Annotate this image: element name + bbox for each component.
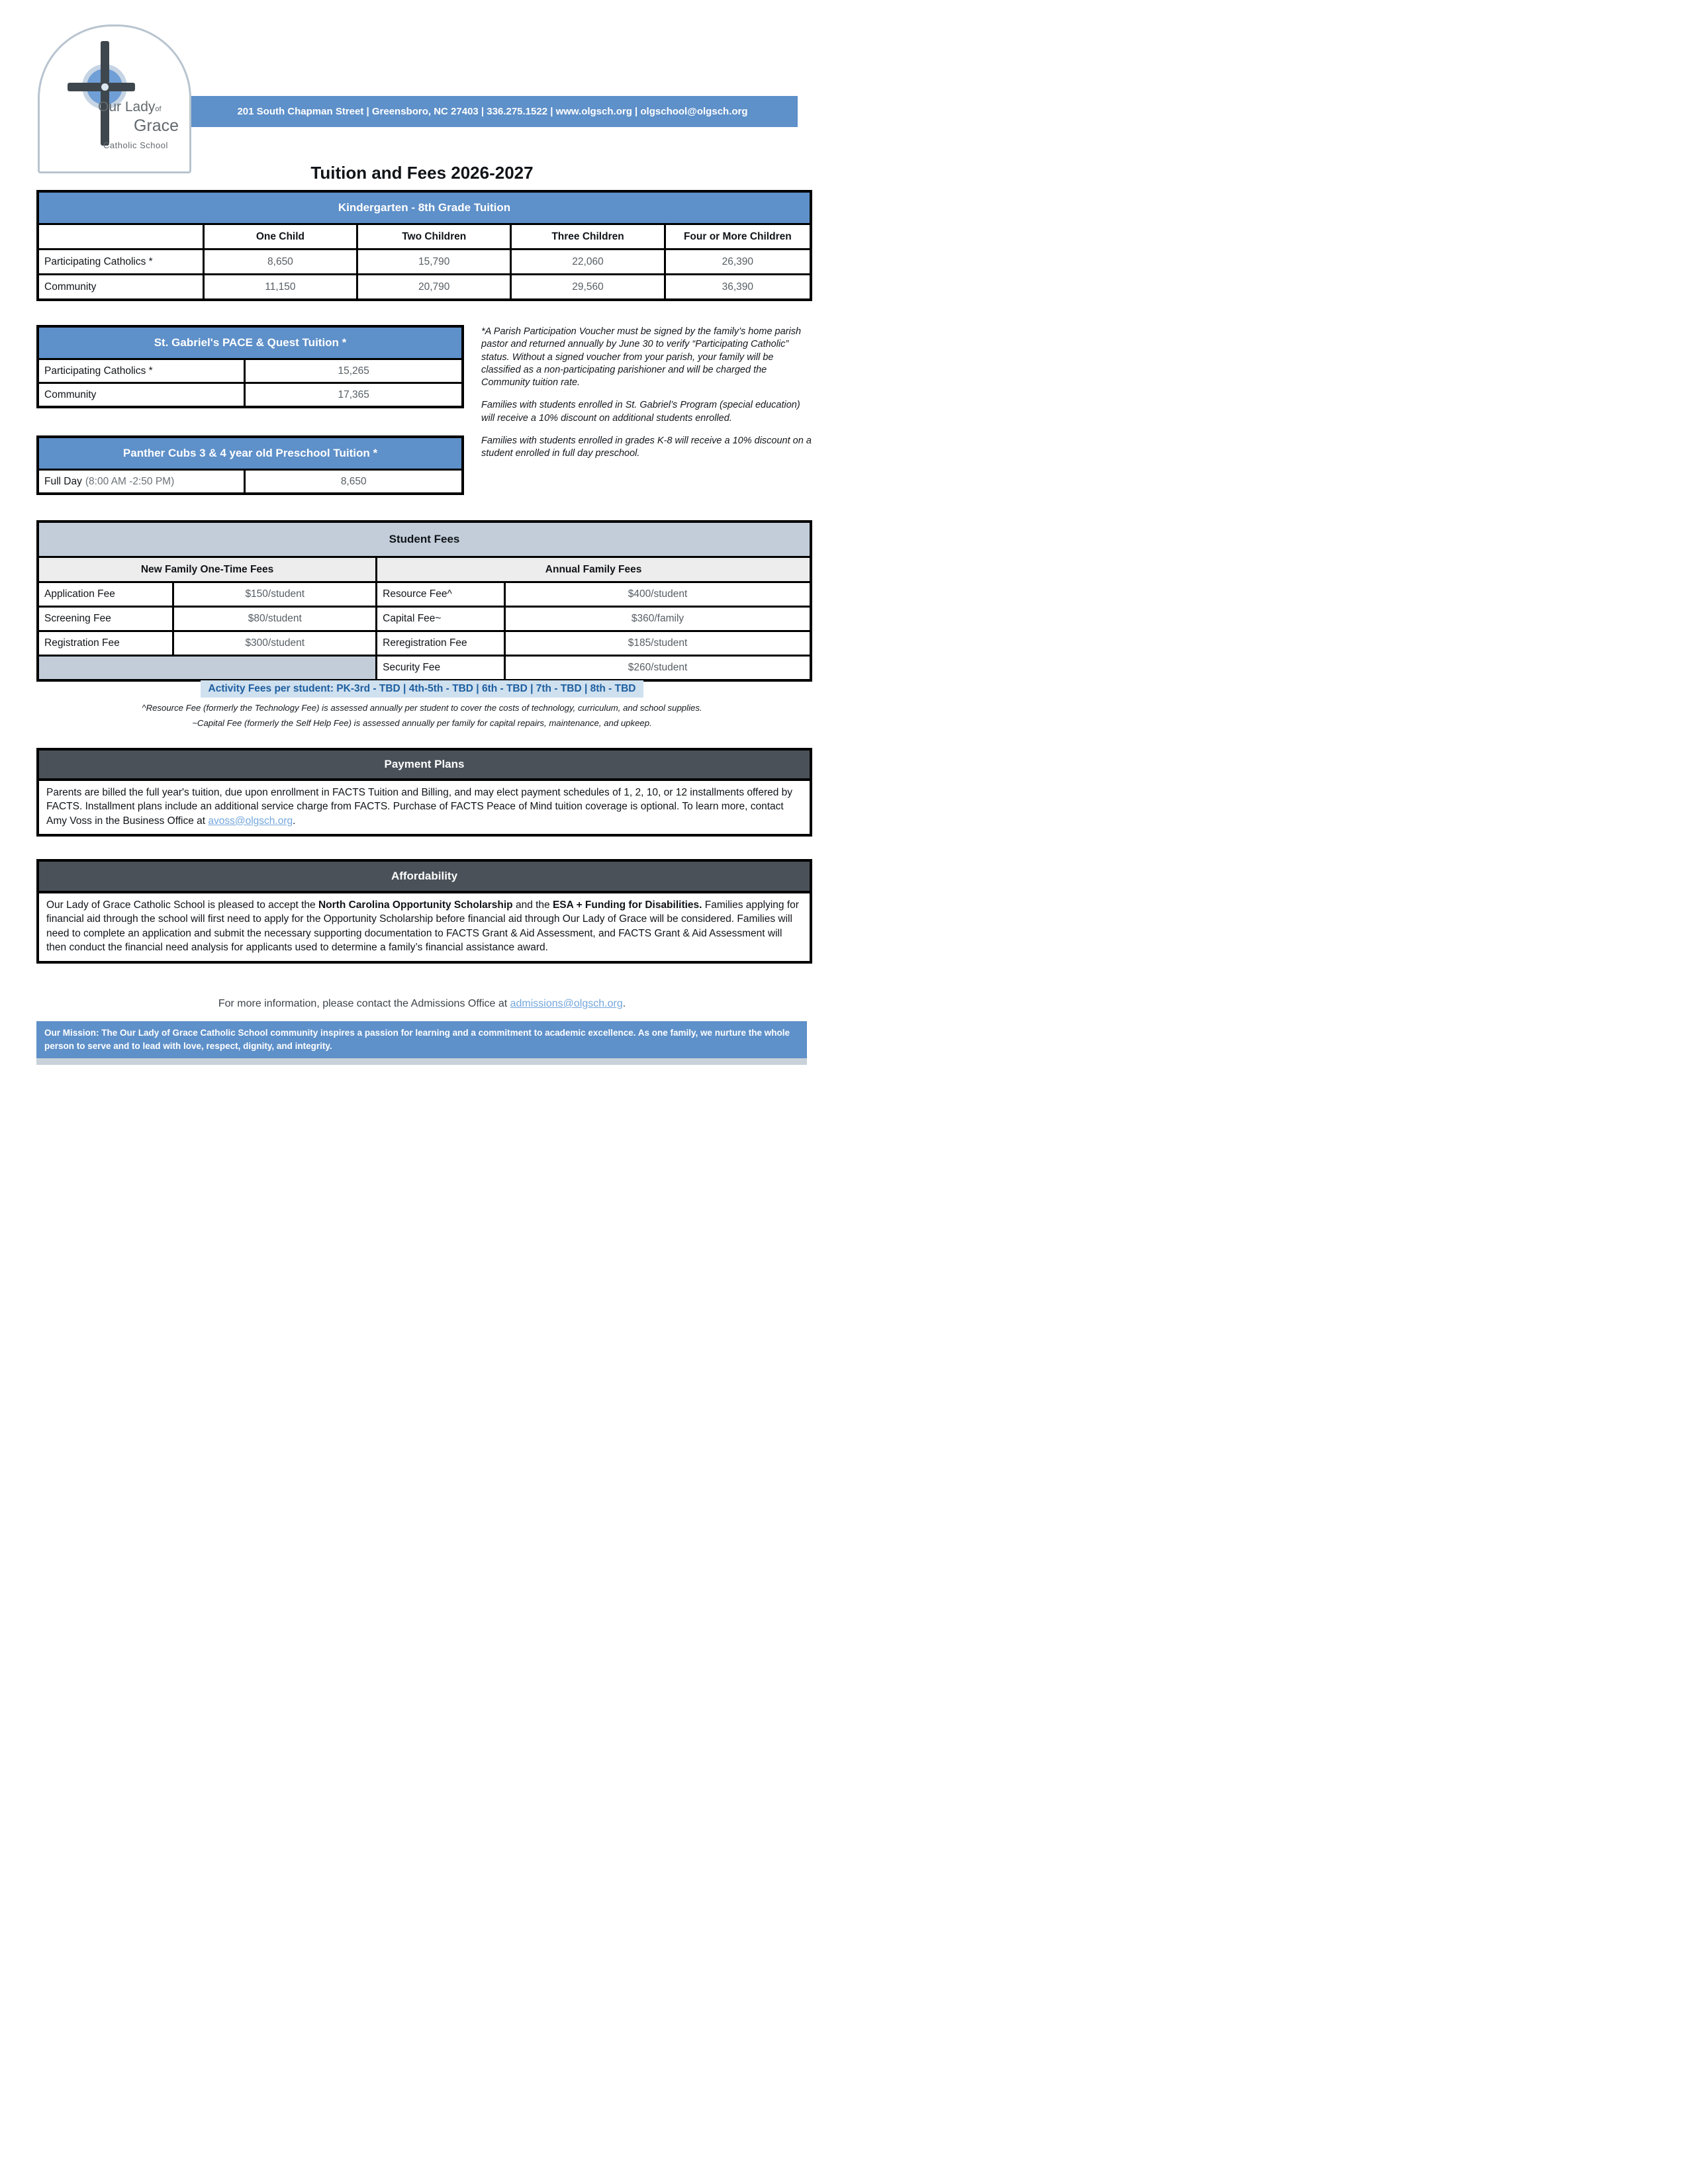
fees-group-header-annual: Annual Family Fees xyxy=(377,558,810,581)
capital-fee-footnote: ~Capital Fee (formerly the Self Help Fee) is assessed annually per family for capital repairs, maintenance, and upkeep. xyxy=(192,718,652,728)
fee-value: $150/student xyxy=(174,583,375,606)
k8-value: 8,650 xyxy=(205,250,356,273)
activity-fees-line: Activity Fees per student: PK-3rd - TBD | 4th-5th - TBD | 6th - TBD | 7th - TBD | 8th - TBD xyxy=(0,680,844,698)
fee-value: $400/student xyxy=(506,583,810,606)
payment-plans-section xyxy=(36,748,812,837)
k8-tuition-table xyxy=(36,190,812,301)
admissions-contact-line: For more information, please contact the Admissions Office at admissions@olgsch.org. xyxy=(218,998,626,1009)
footer-gray-strip xyxy=(36,1058,807,1065)
fee-label: Screening Fee xyxy=(39,608,172,630)
k8-value: 20,790 xyxy=(358,275,510,298)
page-title: Tuition and Fees 2026-2027 xyxy=(310,163,534,183)
school-logo xyxy=(38,24,191,173)
k8-col-header-three-children: Three Children xyxy=(512,225,663,248)
k8-value: 22,060 xyxy=(512,250,663,273)
fee-label: Security Fee xyxy=(377,657,504,679)
affordability-body: Our Lady of Grace Catholic School is pleased to accept the North Carolina Opportunity Scholarship and the ESA + Funding for Disabilities. Families applying for financial aid through the school will first need to apply for the Opportunity Scholarship before financial aid through Our Lady of Grace will be considered. Families will need to complete an application and submit the necessary supporting documentation to FACTS Grant & Aid Assessment, and FACTS Grant & Aid Assessment will then conduct the financial need analysis for applicants used to determine a family’s financial assistance award. xyxy=(46,899,799,954)
fees-empty-cell xyxy=(39,657,375,679)
preschool-row-label: Full Day (8:00 AM -2:50 PM) xyxy=(39,471,244,492)
logo-school-name-line1: Our Ladyof xyxy=(98,99,162,114)
pace-quest-tuition-table xyxy=(36,325,464,408)
k8-value: 11,150 xyxy=(205,275,356,298)
st-gabriels-discount-note: Families with students enrolled in St. Gabriel’s Program (special education) will receive a 10% discount on additional students enrolled. xyxy=(481,400,800,424)
fee-value: $360/family xyxy=(506,608,810,630)
address-contact-bar: 201 South Chapman Street | Greensboro, NC 27403 | 336.275.1522 | www.olgsch.org | olgschool@olgsch.org xyxy=(187,96,798,127)
tuition-notes xyxy=(481,326,816,471)
k8-value: 26,390 xyxy=(666,250,810,273)
payment-plans-title: Payment Plans xyxy=(39,751,810,781)
affordability-section xyxy=(36,859,812,964)
k8-col-header-two-children: Two Children xyxy=(358,225,510,248)
mission-statement-bar: Our Mission: The Our Lady of Grace Catholic School community inspires a passion for learning and a commitment to academic excellence. As one family, we nurture the whole person to serve and to lead with love, respect, dignity, and integrity. xyxy=(36,1021,807,1059)
k8-col-header-one-child: One Child xyxy=(205,225,356,248)
student-fees-title: Student Fees xyxy=(39,523,810,556)
fee-value: $260/student xyxy=(506,657,810,679)
k8-col-header-four-children: Four or More Children xyxy=(666,225,810,248)
fee-value: $300/student xyxy=(174,632,375,655)
pace-value: 15,265 xyxy=(246,360,461,382)
k8-value: 36,390 xyxy=(666,275,810,298)
preschool-hours: (8:00 AM -2:50 PM) xyxy=(85,475,175,487)
k8-value: 29,560 xyxy=(512,275,663,298)
fee-label: Registration Fee xyxy=(39,632,172,655)
k8-discount-note: Families with students enrolled in grades K-8 will receive a 10% discount on a student enrolled in full day preschool. xyxy=(481,435,812,459)
student-fees-table xyxy=(36,520,812,682)
fee-label: Resource Fee^ xyxy=(377,583,504,606)
preschool-table-title: Panther Cubs 3 & 4 year old Preschool Tuition * xyxy=(39,438,461,469)
email-link[interactable]: avoss@olgsch.org xyxy=(208,815,293,827)
cross-icon xyxy=(101,41,109,146)
pace-table-title: St. Gabriel's PACE & Quest Tuition * xyxy=(39,328,461,358)
preschool-tuition-table xyxy=(36,435,464,495)
k8-col-header-empty xyxy=(39,225,203,248)
voucher-note: *A Parish Participation Voucher must be signed by the family’s home parish pastor and returned annually by June 30 to verify “Participating Catholic” status. Without a signed voucher from your parish, your family will be classified as a non-participating parishioner and will be charged the Community tuition rate. xyxy=(481,326,802,388)
fee-value: $80/student xyxy=(174,608,375,630)
email-link[interactable]: admissions@olgsch.org xyxy=(510,998,623,1009)
k8-row-label: Community xyxy=(39,275,203,298)
cross-center-dot xyxy=(101,83,109,91)
preschool-value: 8,650 xyxy=(246,471,461,492)
k8-value: 15,790 xyxy=(358,250,510,273)
pace-value: 17,365 xyxy=(246,384,461,406)
fees-group-header-one-time: New Family One-Time Fees xyxy=(39,558,375,581)
fee-label: Reregistration Fee xyxy=(377,632,504,655)
logo-school-name-line2: Grace xyxy=(134,116,179,135)
fee-value: $185/student xyxy=(506,632,810,655)
k8-table-title: Kindergarten - 8th Grade Tuition xyxy=(39,193,810,223)
resource-fee-footnote: ^Resource Fee (formerly the Technology Fee) is assessed annually per student to cover the costs of technology, curriculum, and school supplies. xyxy=(142,703,702,713)
k8-row-label: Participating Catholics * xyxy=(39,250,203,273)
pace-row-label: Participating Catholics * xyxy=(39,360,244,382)
logo-school-name-line3: Catholic School xyxy=(103,140,168,150)
affordability-title: Affordability xyxy=(39,862,810,893)
fee-label: Capital Fee~ xyxy=(377,608,504,630)
payment-plans-body: Parents are billed the full year's tuition, due upon enrollment in FACTS Tuition and Billing, and may elect payment schedules of 1, 2, 10, or 12 installments offered by FACTS. Installment plans include an additional service charge from FACTS. Purchase of FACTS Peace of Mind tuition coverage is optional. To learn more, contact Amy Voss in the Business Office at avoss@olgsch.org. xyxy=(46,787,793,827)
fee-label: Application Fee xyxy=(39,583,172,606)
pace-row-label: Community xyxy=(39,384,244,406)
